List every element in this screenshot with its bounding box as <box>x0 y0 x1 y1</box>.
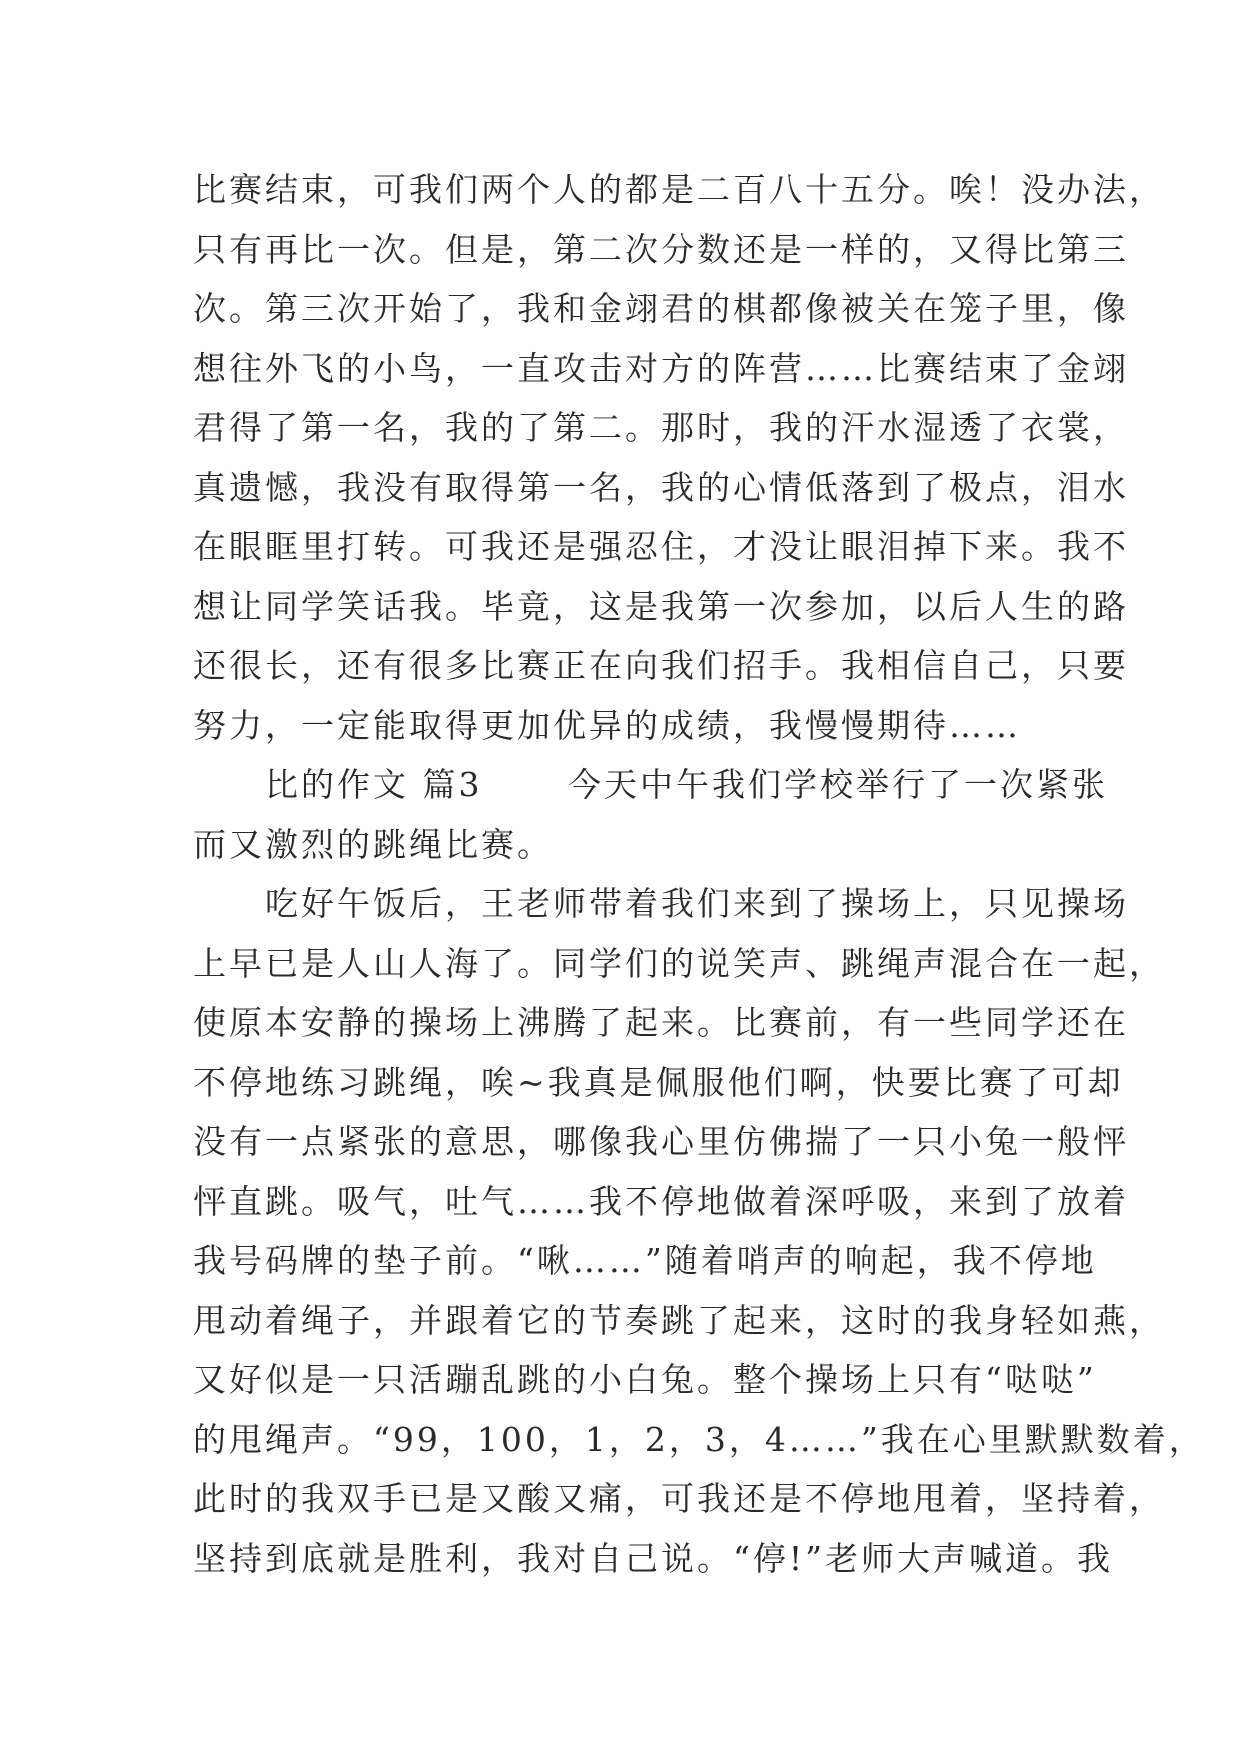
text-line: 还很长，还有很多比赛正在向我们招手。我相信自己，只要 <box>193 646 1129 685</box>
section-heading-line: 比的作文 篇3 今天中午我们学校举行了一次紧张 <box>193 765 1108 804</box>
text-line: 使原本安静的操场上沸腾了起来。比赛前，有一些同学还在 <box>193 1003 1129 1042</box>
text-line: 坚持到底就是胜利，我对自己说。“停!”老师大声喊道。我 <box>193 1538 1114 1578</box>
text-line: 甩动着绳子，并跟着它的节奏跳了起来，这时的我身轻如燕， <box>193 1300 1165 1340</box>
text-line: 没有一点紧张的意思，哪像我心里仿佛揣了一只小兔一般怦 <box>193 1122 1129 1161</box>
text-line: 不停地练习跳绳，唉~我真是佩服他们啊，快要比赛了可却 <box>193 1062 1124 1102</box>
text-line: 想让同学笑话我。毕竟，这是我第一次参加，以后人生的路 <box>193 586 1129 626</box>
text-line: 又好似是一只活蹦乱跳的小白兔。整个操场上只有“哒哒” <box>193 1360 1097 1399</box>
text-line: 想往外飞的小鸟，一直攻击对方的阵营……比赛结束了金翊 <box>193 348 1129 388</box>
text-line: 怦直跳。吸气，吐气……我不停地做着深呼吸，来到了放着 <box>193 1181 1129 1221</box>
text-line: 而又激烈的跳绳比赛。 <box>193 824 553 864</box>
text-line: 上早已是人山人海了。同学们的说笑声、跳绳声混合在一起， <box>193 943 1165 983</box>
text-line: 次。第三次开始了，我和金翊君的棋都像被关在笼子里，像 <box>193 289 1129 328</box>
essay-text <box>193 160 1205 1588</box>
text-line: 真遗憾，我没有取得第一名，我的心情低落到了极点，泪水 <box>193 467 1129 507</box>
text-line: 君得了第一名，我的了第二。那时，我的汗水湿透了衣裳， <box>193 408 1129 447</box>
text-line: 的甩绳声。“99，100，1，2，3，4……”我在心里默默数着， <box>193 1419 1205 1459</box>
text-line: 在眼眶里打转。可我还是强忍住，才没让眼泪掉下来。我不 <box>193 527 1129 566</box>
text-line: 我号码牌的垫子前。“啾……”随着哨声的响起，我不停地 <box>193 1241 1097 1280</box>
paragraph-start-line: 吃好午饭后，王老师带着我们来到了操场上，只见操场 <box>193 884 1129 923</box>
text-line: 此时的我双手已是又酸又痛，可我还是不停地甩着，坚持着， <box>193 1479 1165 1518</box>
text-line: 比赛结束，可我们两个人的都是二百八十五分。唉！没办法， <box>193 170 1165 209</box>
text-line: 只有再比一次。但是，第二次分数还是一样的，又得比第三 <box>193 229 1129 269</box>
text-line: 努力，一定能取得更加优异的成绩，我慢慢期待…… <box>193 705 1021 745</box>
